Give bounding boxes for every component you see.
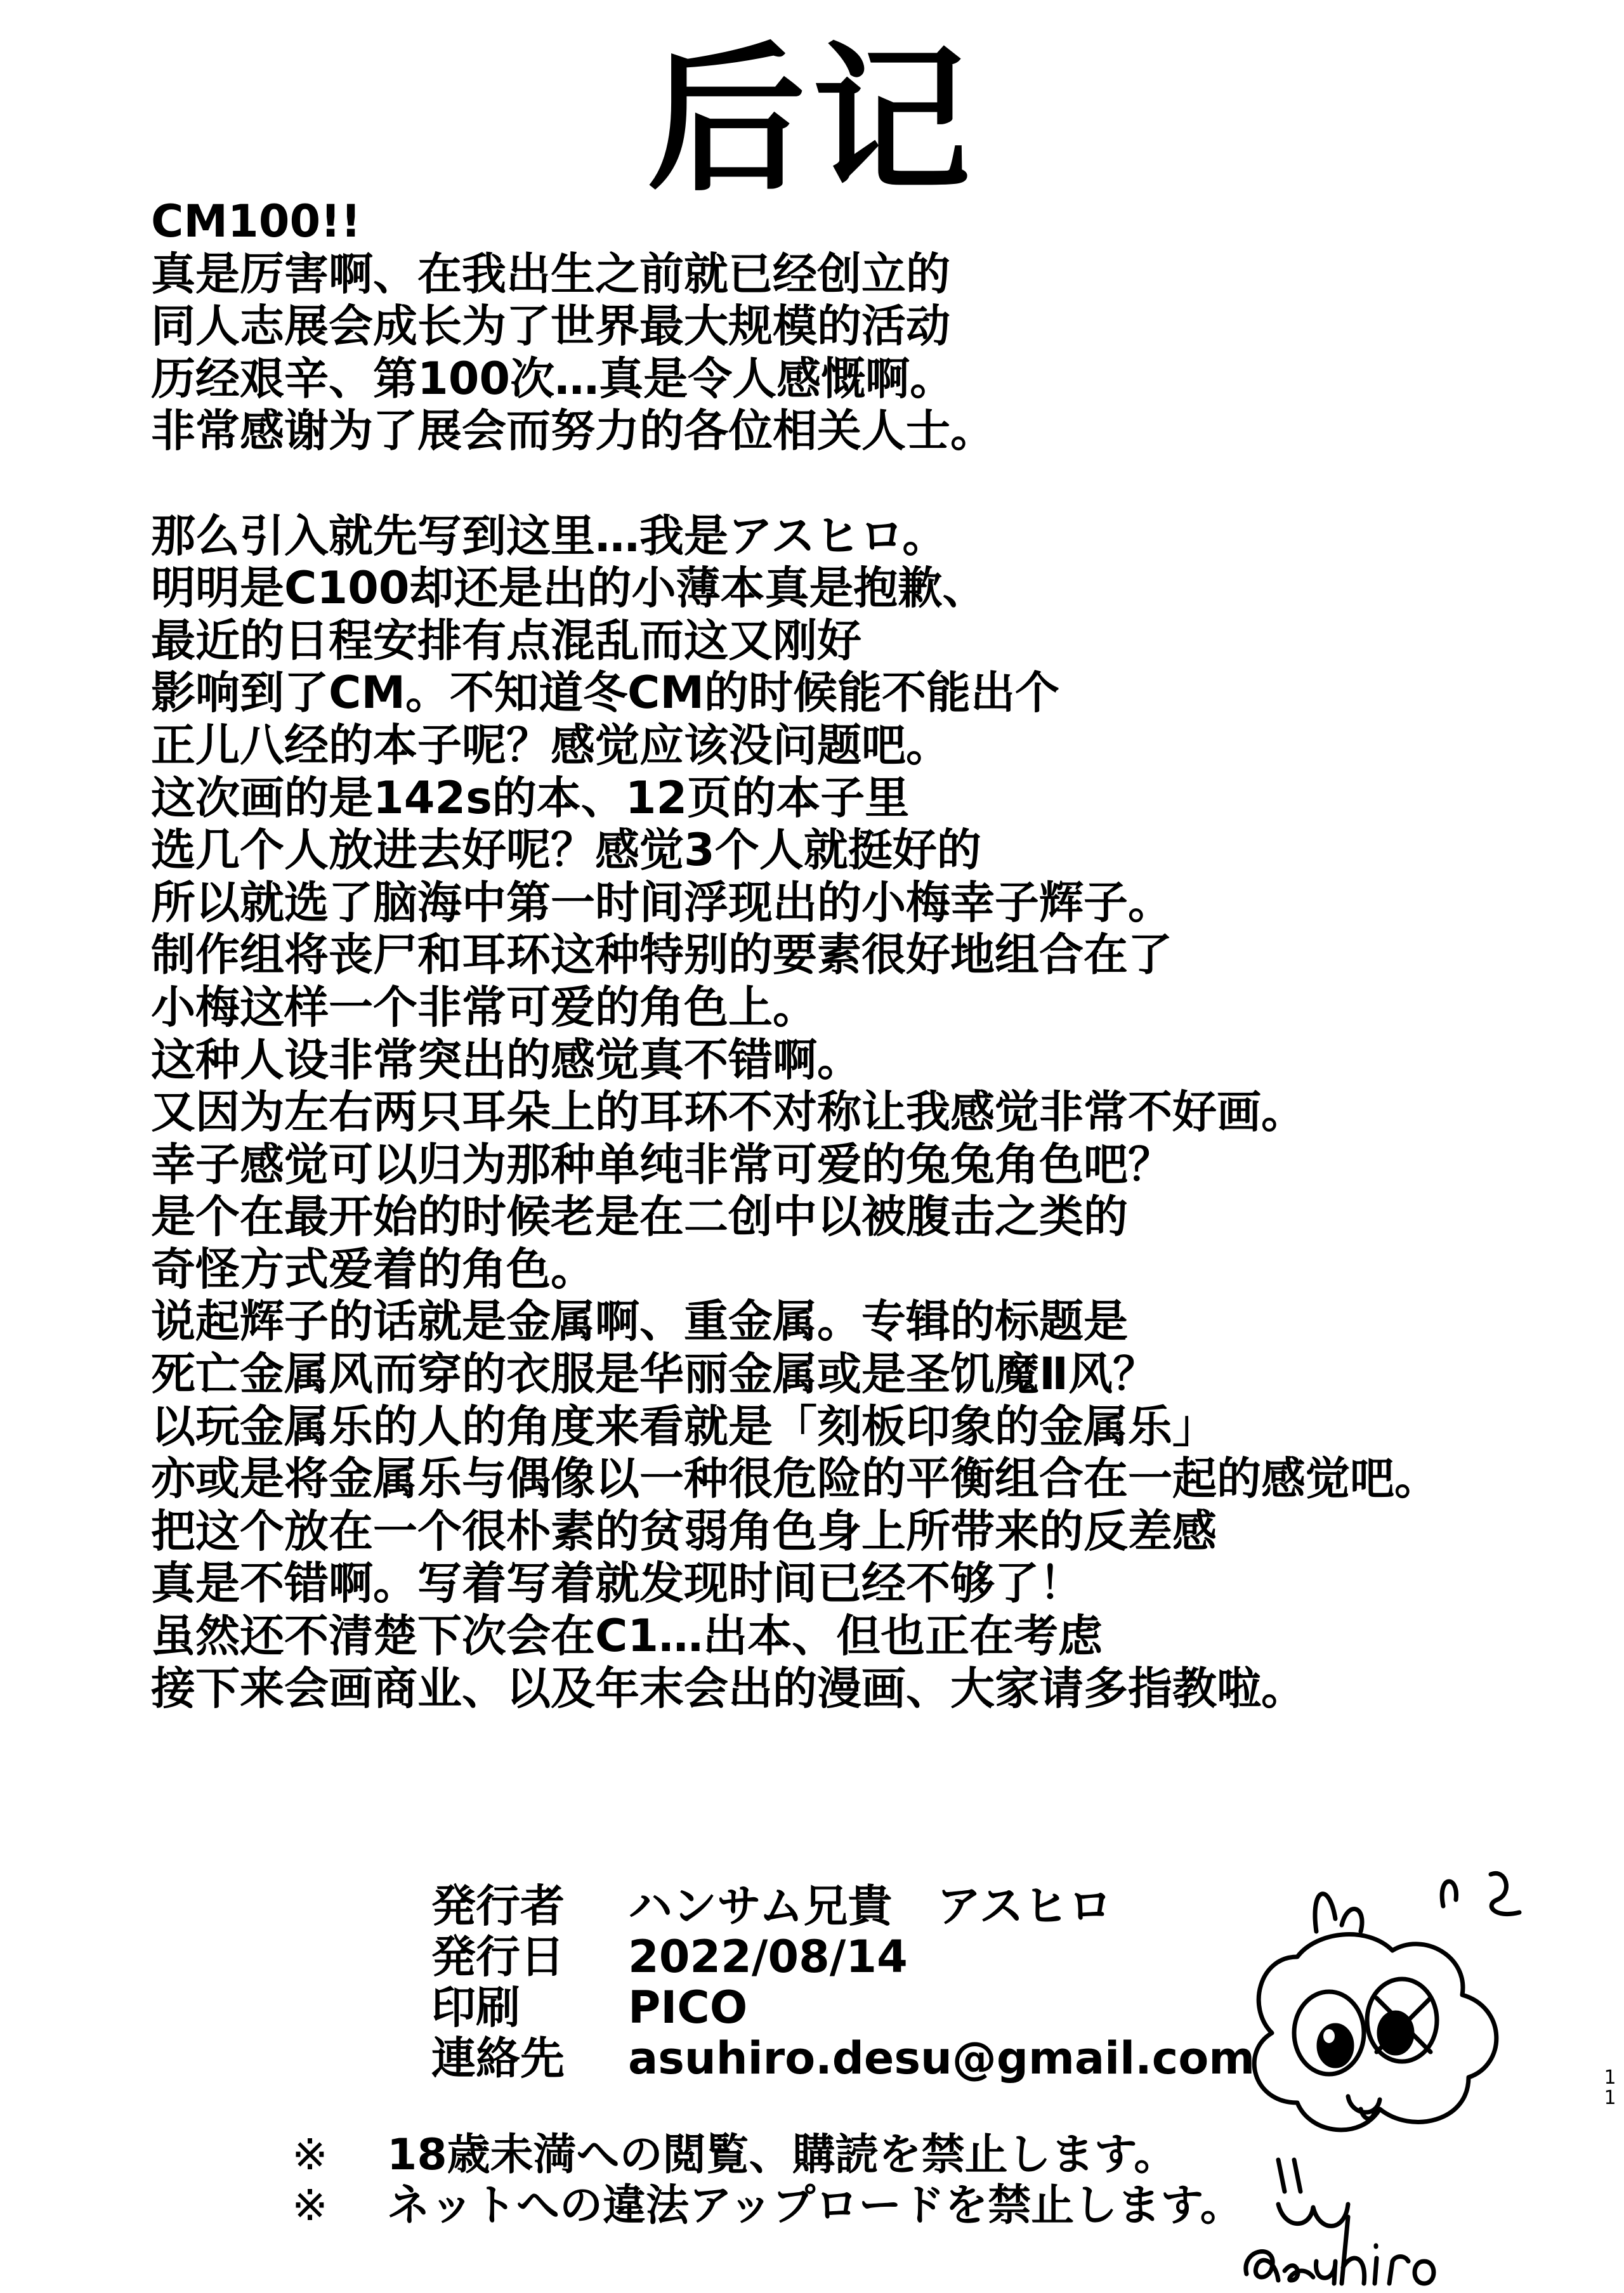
notice-age-restriction — [292, 2130, 1396, 2181]
body-line: 是个在最开始的时候老是在二创中以被腹击之类的 — [151, 1191, 1128, 1243]
colophon — [431, 1881, 1320, 2084]
body-line: 影响到了CM。不知道冬CM的时候能不能出个 — [151, 667, 1060, 719]
body-line: 制作组将丧尸和耳环这种特别的要素很好地组合在了 — [151, 929, 1172, 981]
afterword-body — [151, 195, 1559, 1715]
body-line: 虽然还不清楚下次会在C1…出本、但也正在考虑 — [151, 1610, 1103, 1663]
page-number-digit: 1 — [1604, 2067, 1616, 2089]
body-line: 非常感谢为了展会而努力的各位相关人士。 — [151, 405, 995, 457]
body-line: 以玩金属乐的人的角度来看就是「刻板印象的金属乐」 — [151, 1400, 1217, 1453]
body-line: 明明是C100却还是出的小薄本真是抱歉、 — [151, 562, 987, 615]
blank-line — [151, 457, 1559, 510]
page-title: 后记 — [647, 28, 977, 212]
notices — [292, 2130, 1396, 2231]
colophon-label: 連絡先 — [431, 2032, 565, 2084]
colophon-value: ハンサム兄貴 アスヒロ — [628, 1880, 1113, 1932]
body-line: 死亡金属风而穿的衣服是华丽金属或是圣饥魔Ⅱ风？ — [151, 1348, 1158, 1401]
colophon-printer — [431, 1982, 1320, 2033]
body-line: 同人志展会成长为了世界最大规模的活动 — [151, 300, 950, 353]
notice-text: 18歳未満への閲覧、購読を禁止します。 — [387, 2130, 1177, 2180]
colophon-value: 2022/08/14 — [628, 1931, 908, 1983]
body-line: 真是厉害啊、在我出生之前就已经创立的 — [151, 247, 950, 300]
body-line: 亦或是将金属乐与偶像以一种很危险的平衡组合在一起的感觉吧。 — [151, 1453, 1439, 1505]
notice-no-upload — [292, 2181, 1396, 2231]
page-number — [1604, 2068, 1616, 2108]
body-line: 接下来会画商业、以及年末会出的漫画、大家请多指教啦。 — [151, 1662, 1306, 1715]
colophon-date — [431, 1931, 1320, 1982]
body-line: 所以就选了脑海中第一时间浮现出的小梅幸子辉子。 — [151, 876, 1172, 929]
contact-email: asuhiro.desu@gmail.com — [628, 2032, 1255, 2084]
body-line: 那么引入就先写到这里…我是アスヒロ。 — [151, 509, 947, 562]
body-line: 这次画的是142s的本、12页的本子里 — [151, 771, 910, 824]
body-line: 把这个放在一个很朴素的贫弱角色身上所带来的反差感 — [151, 1505, 1217, 1557]
body-line: 最近的日程安排有点混乱而这又刚好 — [151, 614, 861, 667]
reference-mark-icon: ※ — [292, 2181, 328, 2231]
colophon-label: 発行日 — [431, 1931, 565, 1983]
signature-doodle-icon — [1240, 1862, 1545, 2287]
body-line: 正儿八经的本子呢？感觉应该没问题吧。 — [151, 719, 950, 771]
colophon-label: 発行者 — [431, 1880, 565, 1932]
page-number-digit: 1 — [1604, 2087, 1616, 2109]
body-line: 小梅这样一个非常可爱的角色上。 — [151, 981, 817, 1033]
colophon-contact — [431, 2033, 1320, 2084]
colophon-publisher — [431, 1881, 1320, 1931]
colophon-label: 印刷 — [431, 1982, 520, 2034]
body-line: 选几个人放进去好呢？感觉3个人就挺好的 — [151, 824, 981, 877]
body-line: 真是不错啊。写着写着就发现时间已经不够了！ — [151, 1557, 1084, 1610]
body-line: 说起辉子的话就是金属啊、重金属。专辑的标题是 — [151, 1295, 1128, 1348]
body-line: 奇怪方式爱着的角色。 — [151, 1243, 595, 1295]
body-line: CM100!! — [151, 195, 361, 247]
notice-text: ネットへの違法アップロードを禁止します。 — [387, 2181, 1243, 2231]
body-line: 历经艰辛、第100次…真是令人感慨啊。 — [151, 352, 955, 405]
colophon-value: PICO — [628, 1982, 748, 2034]
body-line: 这种人设非常突出的感觉真不错啊。 — [151, 1033, 861, 1086]
body-line: 又因为左右两只耳朵上的耳环不对称让我感觉非常不好画。 — [151, 1086, 1306, 1139]
body-line: 幸子感觉可以归为那种单纯非常可爱的兔兔角色吧？ — [151, 1138, 1172, 1191]
reference-mark-icon: ※ — [292, 2130, 328, 2180]
